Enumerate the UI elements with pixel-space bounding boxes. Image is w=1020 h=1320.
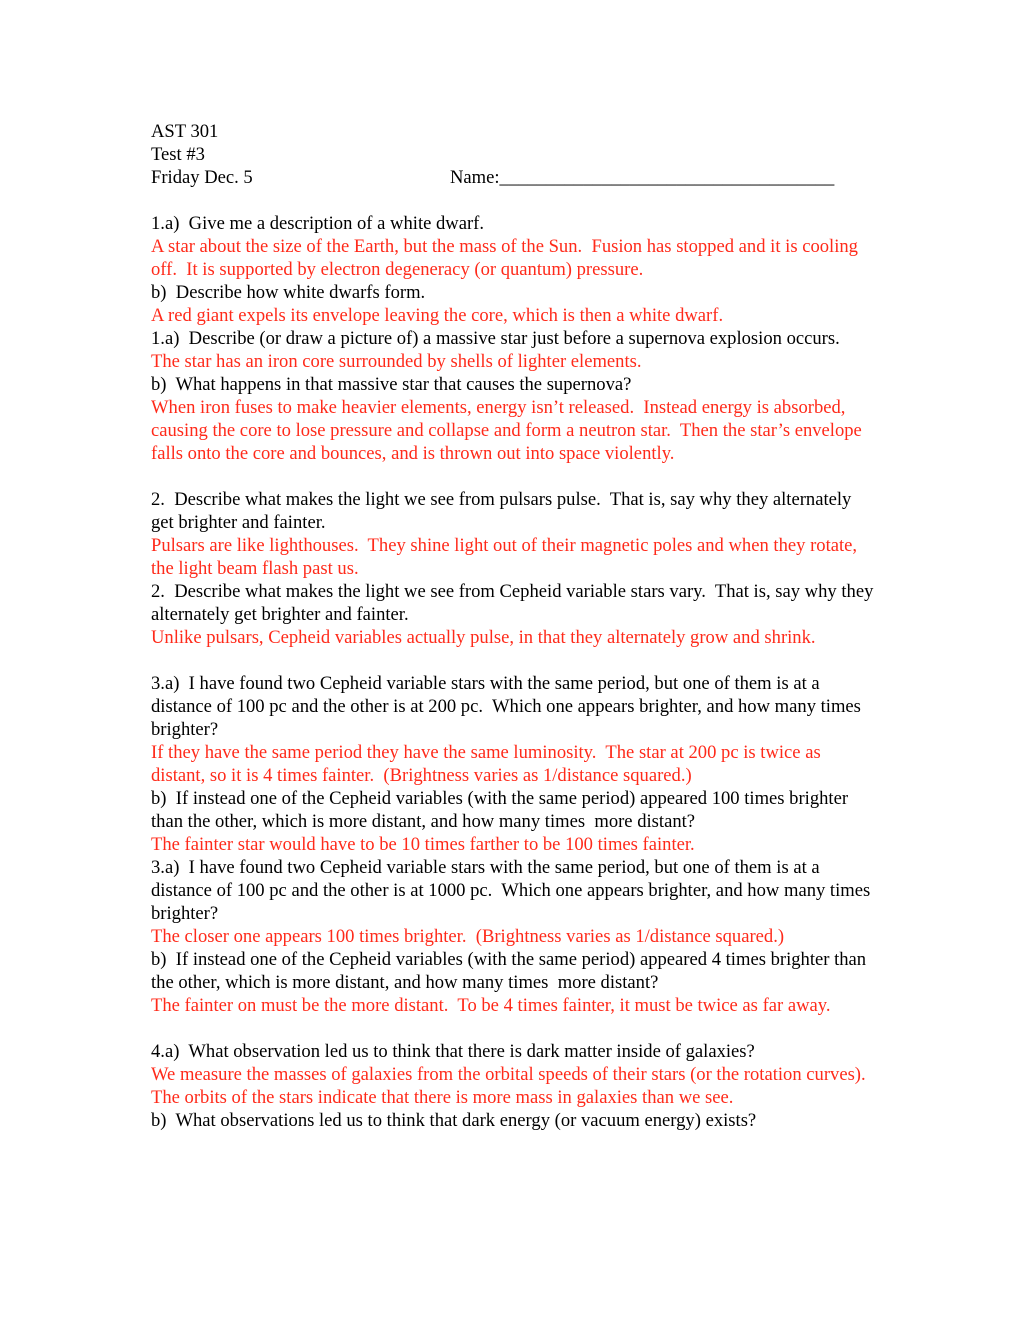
answer-3b-100-times: The fainter star would have to be 10 times farther to be 100 times fainter.: [151, 834, 695, 855]
course-title: AST 301: [151, 121, 219, 142]
section-3: [151, 672, 876, 1017]
question-3a-200pc: 3.a) I have found two Cepheid variable stars with the same period, but one of them is at a distance of 100 pc and the other is at 200 pc. Which one appears brighter, and how many times brighter?: [151, 673, 866, 740]
section-1: [151, 212, 876, 465]
spacer: [151, 189, 876, 212]
question-1b-supernova-cause: b) What happens in that massive star that causes the supernova?: [151, 374, 632, 395]
answer-4a-dark-matter: We measure the masses of galaxies from the orbital speeds of their stars (or the rotation curves). The orbits of the stars indicate that there is more mass in galaxies than we see.: [151, 1064, 875, 1108]
answer-3a-200pc: If they have the same period they have the same luminosity. The star at 200 pc is twice as distant, so it is 4 times fainter. (Brightness varies as 1/distance squared.): [151, 742, 826, 786]
answer-1b-white-dwarf-form: A red giant expels its envelope leaving the core, which is then a white dwarf.: [151, 305, 724, 326]
question-3b-4-times: b) If instead one of the Cepheid variables (with the same period) appeared 4 times brighter than the other, which is more distant, and how many times more distant?: [151, 949, 871, 993]
section-4: [151, 1040, 876, 1132]
spacer: [151, 649, 876, 672]
question-1a-white-dwarf: 1.a) Give me a description of a white dwarf.: [151, 213, 485, 234]
question-3b-100-times: b) If instead one of the Cepheid variables (with the same period) appeared 100 times brighter than the other, which is more distant, and how many times more distant?: [151, 788, 853, 832]
section-2: [151, 488, 879, 649]
document-page: [151, 120, 879, 1132]
answer-2-cepheids: Unlike pulsars, Cepheid variables actually pulse, in that they alternately grow and shrink.: [151, 627, 816, 648]
test-date: Friday Dec. 5: [151, 167, 253, 188]
answer-1a-white-dwarf: A star about the size of the Earth, but the mass of the Sun. Fusion has stopped and it is cooling off. It is supported by electron degeneracy (or quantum) pressure.: [151, 236, 863, 280]
header-date-name-row: [151, 166, 876, 189]
question-3a-1000pc: 3.a) I have found two Cepheid variable stars with the same period, but one of them is at a distance of 100 pc and the other is at 1000 pc. Which one appears brighter, and how many times brighter?: [151, 857, 875, 924]
spacer: [151, 1017, 876, 1040]
test-number: Test #3: [151, 144, 205, 165]
question-4a-dark-matter: 4.a) What observation led us to think that there is dark matter inside of galaxies?: [151, 1041, 755, 1062]
answer-2-pulsars: Pulsars are like lighthouses. They shine light out of their magnetic poles and when they rotate, the light beam flash past us.: [151, 535, 862, 579]
answer-3b-4-times: The fainter on must be the more distant. To be 4 times fainter, it must be twice as far away.: [151, 995, 831, 1016]
question-2-pulsars: 2. Describe what makes the light we see from pulsars pulse. That is, say why they alternately get brighter and fainter.: [151, 489, 857, 533]
question-4b-dark-energy: b) What observations led us to think that dark energy (or vacuum energy) exists?: [151, 1110, 757, 1131]
question-2-cepheids: 2. Describe what makes the light we see from Cepheid variable stars vary. That is, say why they alternately get brighter and fainter.: [151, 581, 879, 625]
answer-3a-1000pc: The closer one appears 100 times brighter. (Brightness varies as 1/distance squared.): [151, 926, 785, 947]
answer-1b-supernova-cause: When iron fuses to make heavier elements, energy isn’t released. Instead energy is absorbed, causing the core to lose pressure and collapse and form a neutron star. Then the star’s envelope falls onto the core and bounces, and is thrown out into space violently.: [151, 397, 867, 464]
question-1a-supernova-star: 1.a) Describe (or draw a picture of) a massive star just before a supernova explosion occurs.: [151, 328, 840, 349]
name-field-label: Name:____________________________________: [450, 167, 835, 188]
answer-1a-supernova-star: The star has an iron core surrounded by shells of lighter elements.: [151, 351, 642, 372]
spacer: [151, 465, 876, 488]
question-1b-white-dwarf-form: b) Describe how white dwarfs form.: [151, 282, 426, 303]
